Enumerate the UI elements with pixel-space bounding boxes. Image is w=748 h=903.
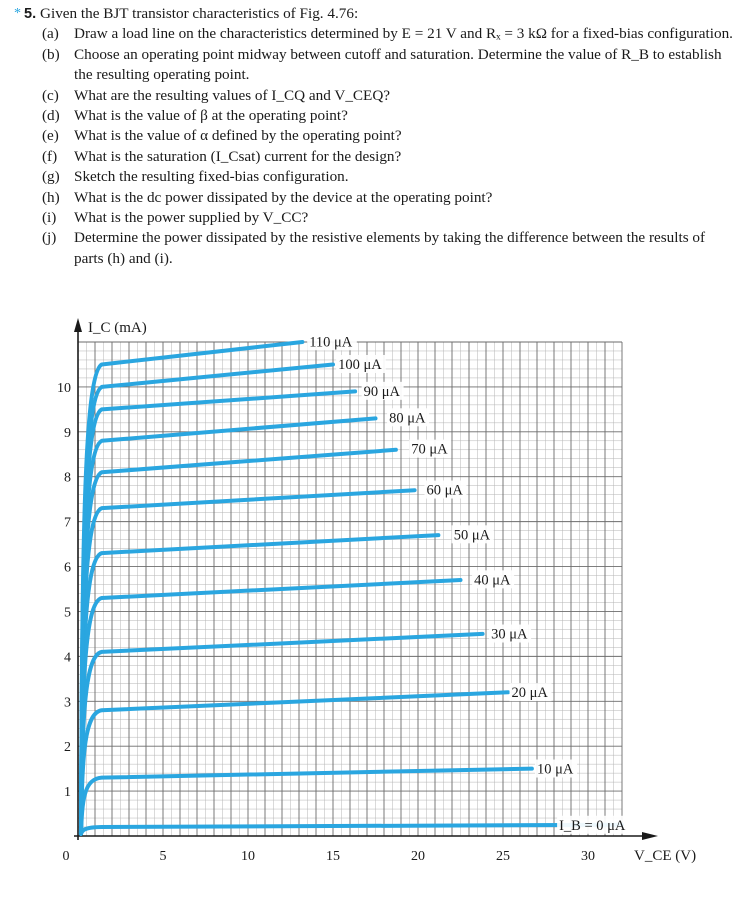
y-axis-label: I_C (mA) <box>88 320 147 336</box>
x-tick-label: 10 <box>241 849 255 864</box>
curve-label: 50 μA <box>453 527 491 544</box>
problem-part <box>42 126 734 146</box>
curve-ib-2 <box>81 692 508 833</box>
part-label: (h) <box>42 188 60 206</box>
part-text: Determine the power dissipated by the resistive elements by taking the difference between the results of parts (h) and (i). <box>74 229 706 267</box>
y-tick-label: 7 <box>64 515 71 531</box>
part-label: (f) <box>42 147 58 165</box>
y-tick-label: 6 <box>64 560 71 576</box>
x-tick-label: 15 <box>326 849 340 864</box>
part-text: What are the resulting values of I_CQ and V_CEQ? <box>74 86 391 104</box>
x-axis-label: V_CE (V) <box>634 848 697 864</box>
part-label: (a) <box>42 25 59 43</box>
curve-label: 20 μA <box>511 685 548 702</box>
curve-label: 30 μA <box>491 626 528 643</box>
x-tick-label: 25 <box>496 849 510 864</box>
curve-label: I_B = 0 μA <box>559 817 626 834</box>
y-tick-label: 2 <box>64 740 71 756</box>
part-label: (g) <box>42 168 60 186</box>
problem-part <box>42 167 734 187</box>
x-axis-arrow <box>642 832 658 840</box>
problem-part <box>42 208 734 228</box>
part-label: (c) <box>42 86 59 104</box>
curve-label: 70 μA <box>411 441 448 458</box>
y-tick-label: 4 <box>64 650 71 666</box>
problem-part <box>42 86 734 106</box>
curve-label: 40 μA <box>474 572 511 589</box>
part-label: (i) <box>42 209 57 227</box>
curve-label: 110 μA <box>309 334 353 351</box>
problem-part <box>42 228 734 269</box>
problem-part <box>42 147 734 167</box>
problem-part <box>42 24 734 44</box>
part-text: Draw a load line on the characteristics determined by E = 21 V and Rₓ = 3 kΩ for a fixed-bias configuration. <box>74 25 733 43</box>
problem-parts <box>14 24 734 269</box>
problem-part <box>42 188 734 208</box>
y-tick-label: 9 <box>64 425 71 441</box>
curve-label: 80 μA <box>389 410 426 427</box>
part-text: What is the saturation (I_Csat) current for the design? <box>74 147 402 165</box>
x-tick-label: 20 <box>411 849 425 864</box>
part-text: Choose an operating point midway between cutoff and saturation. Determine the value of R_B to establish the resulting operating point. <box>74 45 722 84</box>
problem-intro: Given the BJT transistor characteristics of Fig. 4.76: <box>40 5 359 22</box>
part-label: (j) <box>42 229 57 247</box>
curve-label: 60 μA <box>426 482 463 499</box>
starred-problem-marker: * <box>14 6 21 21</box>
problem-number: 5. <box>24 6 37 22</box>
part-label: (b) <box>42 45 60 63</box>
curve-label: 100 μA <box>338 356 382 373</box>
problem-5 <box>14 4 734 269</box>
part-label: (d) <box>42 107 60 125</box>
curve-label: 10 μA <box>537 761 574 778</box>
part-text: What is the value of β at the operating point? <box>74 107 348 125</box>
part-text: What is the dc power dissipated by the device at the operating point? <box>74 188 493 206</box>
part-text: What is the power supplied by V_CC? <box>74 209 309 227</box>
problem-part <box>42 45 734 86</box>
part-label: (e) <box>42 127 59 145</box>
curve-ib-0 <box>81 825 622 834</box>
problem-part <box>42 106 734 126</box>
x-tick-label: 30 <box>581 849 595 864</box>
curve-label: 90 μA <box>363 383 400 400</box>
y-tick-label: 8 <box>64 470 71 486</box>
y-tick-label: 5 <box>64 605 71 621</box>
part-text: Sketch the resulting fixed-bias configuration. <box>74 168 349 186</box>
y-tick-label: 1 <box>64 785 71 801</box>
curve-ib-5 <box>81 535 438 834</box>
y-axis-arrow <box>74 318 82 332</box>
x-tick-label: 5 <box>159 849 167 864</box>
chart-svg <box>0 310 748 898</box>
problem-header <box>14 4 734 24</box>
bjt-characteristics-chart <box>0 310 748 898</box>
y-tick-label: 3 <box>64 695 71 711</box>
y-tick-label: 10 <box>57 380 71 396</box>
part-text: What is the value of α defined by the operating point? <box>74 127 402 145</box>
x-tick-label: 0 <box>62 849 70 864</box>
